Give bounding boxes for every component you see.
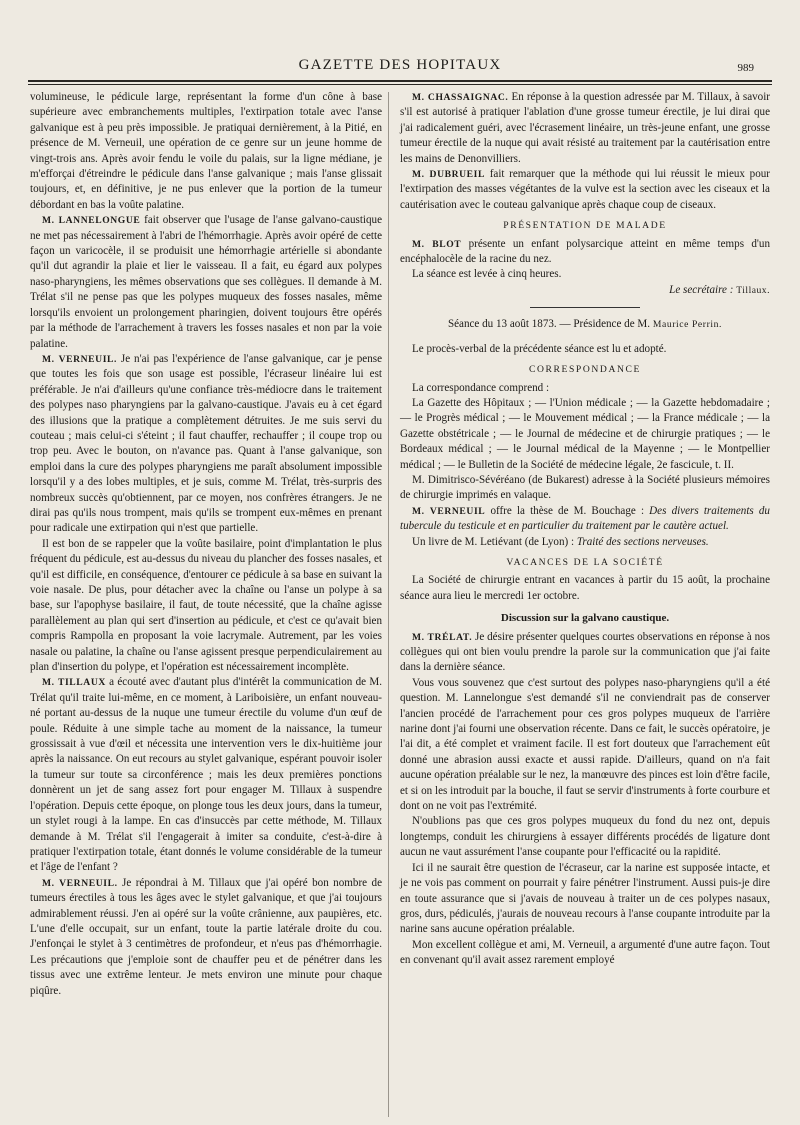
speaker-name: M. TRÉLAT.	[412, 631, 473, 643]
paragraph: Vous vous souvenez que c'est surtout des polypes naso-pharyngiens qu'il a été question. M. Lannelongue s'est demandé s'il ne conviendrait pas de conserver l'ancien procédé de l'arrachement pour ces gros polypes muqueux de l'arrière narine dont j'ai fourni une observation récente. Dans ce fait, le succès opératoire, je l'ai dit, a été complet et vraiment facile. Il est fort douteux que l'arrachement eût donné une abrasion aussi exacte et aussi rapide. D'ailleurs, quand on n'a fait aucune opération préalable sur le nez, la manœuvre des pinces est loin d'être facile, et si on les introduit par la bouche, il faut se servir d'instruments à forte courbure et dont on ne voit pas l'extrémité.	[400, 676, 770, 813]
section-heading: VACANCES DE LA SOCIÉTÉ	[506, 556, 664, 568]
speaker-name: M. VERNEUIL.	[42, 877, 118, 889]
speaker-name: M. VERNEUIL	[412, 505, 486, 517]
session-prefix: Séance du 13 août 1873. — Présidence de M.	[447, 318, 653, 331]
paragraph	[30, 876, 382, 999]
right-column	[400, 90, 770, 969]
paragraph-text: Je désire présenter quelques courtes observations en réponse à nos collègues qui ont bien voulu prendre la parole sur la communication que j'ai faite dans la dernière séance.	[400, 630, 770, 674]
header-rule-thin	[28, 84, 772, 85]
session-date	[400, 317, 770, 332]
speaker-name: M. VERNEUIL.	[42, 353, 118, 365]
paragraph-text: fait observer que l'usage de l'anse galvano-caustique ne met pas nécessairement à l'abri de l'hémorrhagie. Après avoir opéré de cette façon un varicocèle, il se produisit une hémorrhagie artérielle si abondante qu'il dut agrandir la plaie et lier le vaisseau. Il a fait, eu égard aux polypes naso-pharyngiens, les mêmes observations que ses collègues. Il demande à M. Trélat s'il ne pense pas que les polypes muqueux des fosses nasales, même lorsqu'ils envoient un prolongement pharingien, doivent toujours être opérés par la méthode de l'arrachement à travers les fosses nasales et non par la voie palatine.	[30, 214, 383, 350]
paragraph-text: Je répondrai à M. Tillaux que j'ai opéré bon nombre de tumeurs érectiles à tous les âges avec le stylet galvanique, et que j'ai toujours admirablement réussi. J'en ai opéré sur la voûte crânienne, aux paupières, etc. L'une d'elle occupait, sur un enfant, toute la partie latérale droite du cou. J'enfonçai le stylet à 3 centimètres de profondeur, et n'eus pas d'hémorrhagie. Les précautions que j'emploie sont de chauffer peu et de pénétrer dans les tissus avec une extrême lenteur. Je mets environ une minute pour chaque piqûre.	[30, 876, 382, 997]
paragraph	[400, 167, 770, 213]
paragraph-text: En réponse à la question adressée par M. Tillaux, à savoir s'il est autorisé à pratiquer l'ablation d'une grosse tumeur érectile, je lui dirai que j'ai radicalement guéri, avec l'écrasement linéaire, un très-jeune enfant, une grosse tumeur érectile de la nuque qui avait résisté au traitement par la cautérisation entre les mains de Denonvilliers.	[400, 91, 770, 165]
paragraph: La séance est levée à cinq heures.	[412, 268, 562, 281]
paragraph-text: offre la thèse de M. Bouchage :	[485, 504, 650, 517]
paragraph: N'oublions pas que ces gros polypes muqueux du fond du nez ont, depuis longtemps, conduit les chirurgiens à essayer différents procédés de ligature dont aucun ne vaut assurément l'anse coupante pour l'efficacité ou la rapidité.	[400, 815, 770, 859]
header-rule	[28, 80, 772, 82]
paragraph: Il est bon de se rappeler que la voûte basilaire, point d'implantation le plus fréquent du pédicule, est au-dessus du niveau du plancher des fosses nasales, et qu'il est difficile, en conséquence, d'entourer ce pédicule à sa base en suivant la voie nasale. De plus, pour détacher avec la chaîne ou l'anse un polype à sa base, sur l'apophyse basilaire, il faut, de toute nécessité, que la chaîne agisse parallèlement au plan qui sert d'insertion au pédicule, et c'est ce qu'avait bien compris Rampolla en proposant la voie lacrymale. Autrement, par les voies nasale ou palatine, la chaîne ou l'anse agissent presque perpendiculairement au plan d'insertion du polype, et l'opération est nécessairement incomplète.	[30, 537, 382, 674]
paragraph	[400, 237, 770, 268]
journal-title: GAZETTE DES HOPITAUX	[298, 57, 502, 73]
paragraph-text: Un livre de M. Letiévant (de Lyon) :	[412, 535, 577, 548]
speaker-name: M. DUBRUEIL	[412, 169, 486, 181]
paragraph: La Société de chirurgie entrant en vacances à partir du 15 août, la prochaine séance aura lieu le mercredi 1er octobre.	[400, 574, 770, 602]
paragraph: M. Dimitrisco-Sévéréano (de Bukarest) adresse à la Société plusieurs mémoires de chirurgie imprimés en valaque.	[400, 473, 770, 502]
column-divider	[388, 92, 389, 1117]
secretary-signature	[400, 283, 770, 298]
paragraph	[400, 90, 770, 167]
discussion-heading: Discussion sur la galvano caustique.	[500, 612, 670, 625]
book-title: Traité des sections nerveuses.	[576, 535, 709, 548]
signature-name: Tillaux.	[736, 284, 770, 296]
paragraph	[30, 675, 382, 875]
paragraph-text: a écouté avec d'autant plus d'intérêt la communication de M. Trélat qu'il traite lui-même, en ce moment, à Lariboisière, un enfant nouveau-né portant au-dessus de la nuque une tumeur érectile du volume d'un œuf de poule. Réduite à une simple tache au moment de la naissance, la tumeur grossissait à vue d'œil et nécessita une intervention vers le dix-huitième jour après la naissance. On eut recours au stylet galvanique, espérant pouvoir isoler la tumeur sur toute sa circonférence ; mais les deux premières ponctions donnèrent un jet de sang assez fort pour engager M. Tillaux à suspendre l'opération. Depuis cette époque, on plonge tous les deux jours, dans la tumeur, un stylet rougi à la lampe. En cas d'insuccès par cette méthode, M. Tillaux demande à M. Trélat s'il l'engagerait à imiter sa conduite, c'est-à-dire à pratiquer l'extirpation totale, étant donnés le volume considérable de la tumeur et l'âge de l'enfant ?	[30, 676, 382, 874]
paragraph	[400, 504, 770, 535]
paragraph	[30, 352, 382, 537]
correspondance-list: La Gazette des Hôpitaux ; — l'Union médicale ; — la Gazette hebdomadaire ; — le Progrès médical ; — le Mouvement médical ; — la France médicale ; — la Gazette obstétricale ; — le Journal de médecine et de chirurgie pratiques ; — le Bordeaux médical ; — le Journal médical de la Mayenne ; — le Montpellier médical ; — le Bulletin de la Société de médecine légale, 2e fascicule, t. II.	[400, 396, 770, 471]
page-header	[0, 0, 800, 90]
signature-label: Le secrétaire :	[669, 283, 737, 296]
paragraph: Mon excellent collègue et ami, M. Verneuil, a argumenté d'une autre façon. Tout en convenant qu'il avait assez rarement employé	[400, 938, 770, 967]
session-president: Maurice Perrin.	[652, 319, 723, 331]
section-heading: PRÉSENTATION DE MALADE	[503, 220, 667, 232]
left-column	[30, 90, 382, 999]
paragraph: Le procès-verbal de la précédente séance est lu et adopté.	[412, 342, 667, 355]
paragraph	[400, 535, 770, 550]
paragraph	[30, 213, 382, 352]
page-number: 989	[737, 62, 754, 74]
paragraph-text: Je n'ai pas l'expérience de l'anse galvanique, car je pense que toutes les fois que son usage est possible, l'écraseur linéaire lui est préférable. Je n'ai d'ailleurs qu'une confiance très-médiocre dans le traitement des polypes naso pharyngiens par la galvano-caustique. J'avais eu à cet égard des illusions que la pratique a complètement détruites. Je me suis servi du couteau ; mais celui-ci s'éteint ; il faut chauffer, rechauffer ; il coupe trop ou trop peu. Avec le bouton, on n'avance pas. Quant à l'anse galvanique, son emploi dans la cure des polypes pharyngiens me paraît absolument impossible lorsqu'il y a des lobes multiples, et je suis, comme M. Trélat, très-surpris des nombreux succès qu'obtiennent, par ce moyen, nos confrères étrangers. Je ne dirai pas qu'ils nous trompent, mais qu'ils se trompent eux-mêmes en prenant pour radicale une extirpation qui n'est que partielle.	[30, 352, 383, 535]
speaker-name: M. TILLAUX	[42, 677, 106, 689]
paragraph	[400, 630, 770, 676]
paragraph-text: présente un enfant polysarcique atteint en même temps d'un encéphalocèle de la racine du nez.	[400, 237, 770, 266]
section-heading: CORRESPONDANCE	[529, 364, 641, 376]
speaker-name: M. BLOT	[412, 238, 462, 250]
speaker-name: M. LANNELONGUE	[42, 215, 141, 227]
paragraph: La correspondance comprend :	[412, 381, 550, 394]
paragraph: Ici il ne saurait être question de l'écraseur, car la narine est supposée intacte, et je ne vois pas comment on pourrait y faire pénétrer l'instrument. Aussi puis-je dire en toute assurance que si j'avais de nouveau à traiter un de ces polypes nasaux, gros, durs, pédiculés, j'aurais de nouveau recours à l'anse coupante introduite par la narine sans aucune opération préalable.	[400, 861, 770, 936]
speaker-name: M. CHASSAIGNAC.	[412, 92, 509, 103]
separator-rule	[530, 307, 640, 308]
paragraph: volumineuse, le pédicule large, représentant la forme d'un cône à base supérieure avec embranchements multiples, l'extirpation totale avec l'anse galvanique est à peu près impossible. Je pratiquai dernièrement, à la Pitié, en présence de M. Verneuil, une opération de ce genre sur un jeune homme de vingt-trois ans. Après avoir fendu le voile du palais, sur la ligne médiane, je m'efforçai d'étreindre le pédicule dans l'anse galvanique ; mais l'anse glissait toujours, et, en définitive, je ne pus enlever que la portion de la tumeur débordant en bas la voûte palatine.	[30, 91, 382, 211]
thesis-title: Des divers traitements du tubercule du testicule et en particulier du traitement par le cautère actuel.	[400, 504, 770, 533]
paragraph-text: fait remarquer que la méthode qui lui réussit le mieux pour l'extirpation des masses végétantes de la vulve est la section avec les ciseaux et la cautérisation avec le couteau galvanique après chaque coup de ciseaux.	[400, 168, 770, 211]
